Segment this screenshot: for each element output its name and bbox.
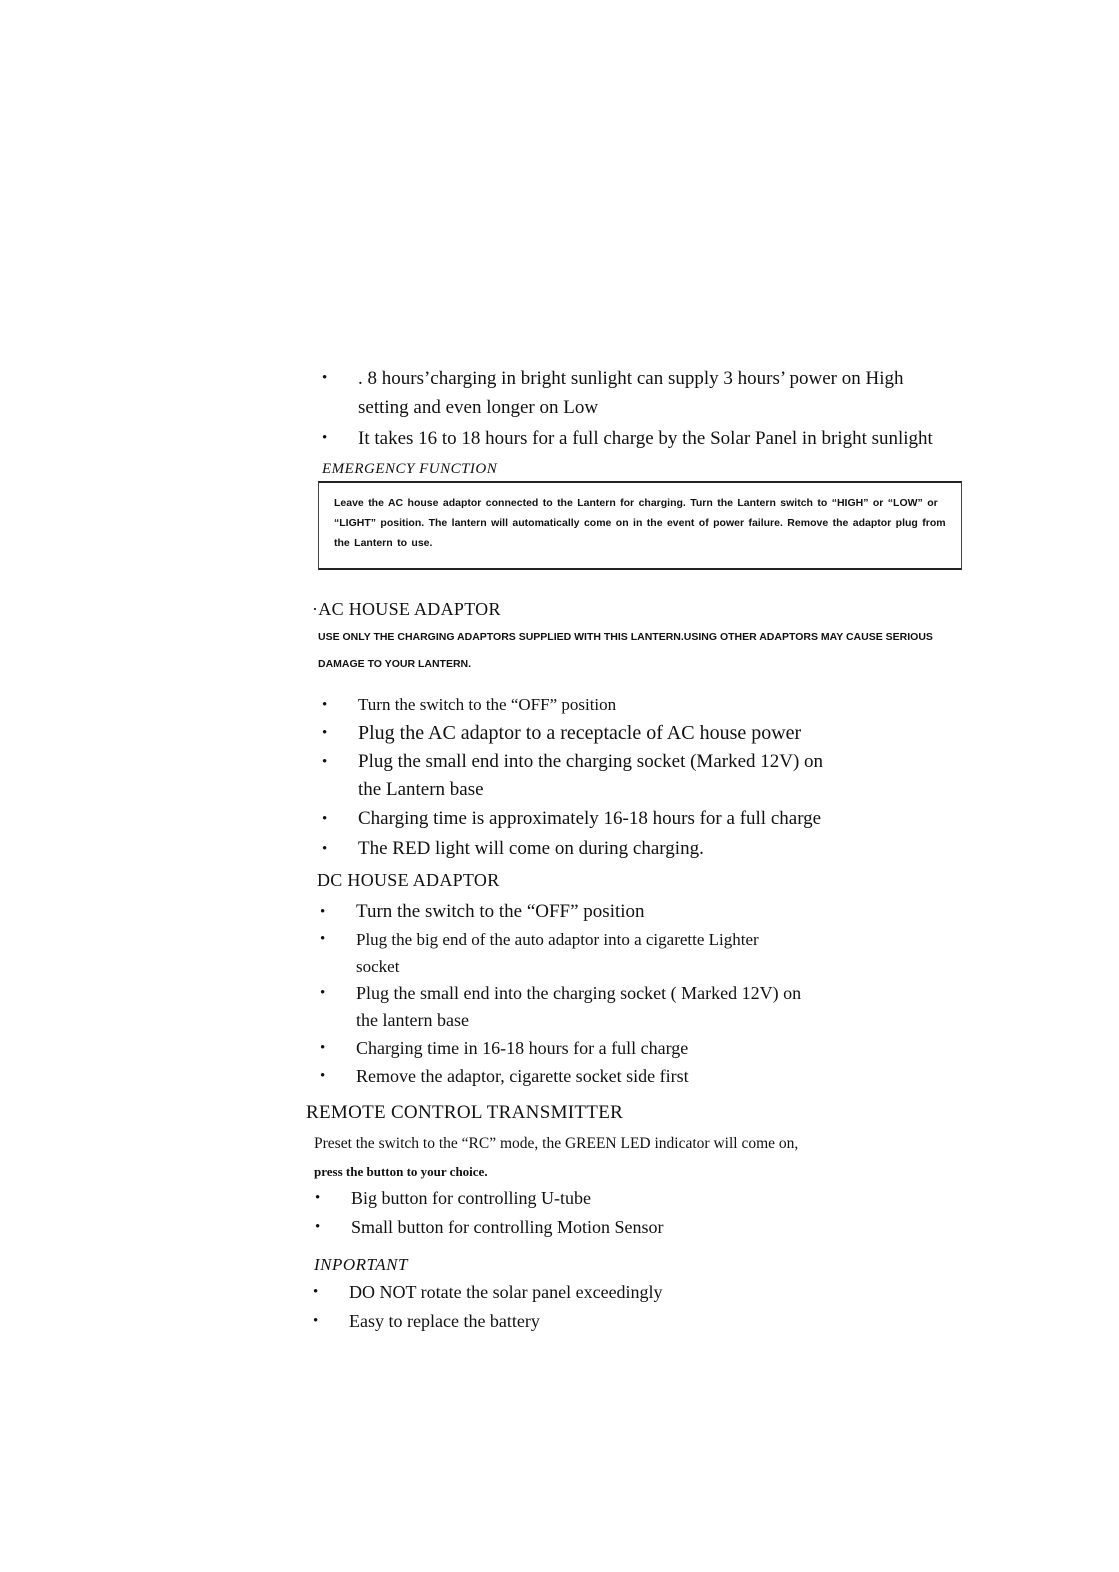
- ac-adaptor-heading: ·AC HOUSE ADAPTOR: [312, 599, 501, 619]
- list-item: • Remove the adaptor, cigarette socket side first: [320, 1062, 820, 1090]
- list-item: • It takes 16 to 18 hours for a full charge by the Solar Panel in bright sunlight: [322, 425, 942, 452]
- list-item: • Charging time is approximately 16-18 hours for a full charge: [322, 804, 862, 834]
- list-item: • Easy to replace the battery: [313, 1307, 813, 1336]
- emergency-info-box: [318, 481, 962, 570]
- list-item: • Plug the small end into the charging socket ( Marked 12V) on the lantern base: [320, 980, 826, 1034]
- list-item: • Big button for controlling U-tube: [315, 1184, 815, 1213]
- list-item: • Plug the small end into the charging socket (Marked 12V) on the Lantern base: [322, 748, 838, 804]
- remote-control-list: [315, 1184, 815, 1242]
- emergency-text: Leave the AC house adaptor connected to the Lantern for charging. Turn the Lantern switch to “HIGH” or “LOW” or “LIGHT” position. The lantern will automatically come on in the event of power failure. Remove the adaptor plug from the Lantern to use.: [334, 497, 946, 549]
- list-item: • Turn the switch to the “OFF” position: [322, 692, 862, 718]
- ac-adaptor-warning: USE ONLY THE CHARGING ADAPTORS SUPPLIED WITH THIS LANTERN.USING OTHER ADAPTORS MAY CAUSE SERIOUS DAMAGE TO YOUR LANTERN.: [318, 631, 933, 670]
- list-item: • The RED light will come on during charging.: [322, 834, 862, 864]
- solar-charging-list: [322, 364, 942, 452]
- ac-adaptor-list: [322, 692, 862, 864]
- list-item: • Plug the big end of the auto adaptor into a cigarette Lighter socket: [320, 926, 796, 980]
- list-item: • Plug the AC adaptor to a receptacle of AC house power: [322, 718, 862, 748]
- dc-adaptor-list: [320, 898, 820, 1090]
- list-item: • DO NOT rotate the solar panel exceedingly: [313, 1278, 813, 1307]
- remote-control-intro: Preset the switch to the “RC” mode, the GREEN LED indicator will come on, press the button to your choice.: [314, 1135, 799, 1179]
- list-item: • Charging time in 16-18 hours for a full charge: [320, 1034, 820, 1062]
- dc-adaptor-heading: DC HOUSE ADAPTOR: [317, 870, 500, 890]
- emergency-heading: EMERGENCY FUNCTION: [322, 461, 498, 477]
- list-item: • . 8 hours’charging in bright sunlight can supply 3 hours’ power on High setting and even longer on Low: [322, 364, 942, 422]
- important-heading: INPORTANT: [314, 1255, 408, 1274]
- remote-control-heading: REMOTE CONTROL TRANSMITTER: [306, 1102, 624, 1123]
- list-item: • Turn the switch to the “OFF” position: [320, 898, 820, 926]
- list-item: • Small button for controlling Motion Sensor: [315, 1213, 815, 1242]
- important-list: [313, 1278, 813, 1336]
